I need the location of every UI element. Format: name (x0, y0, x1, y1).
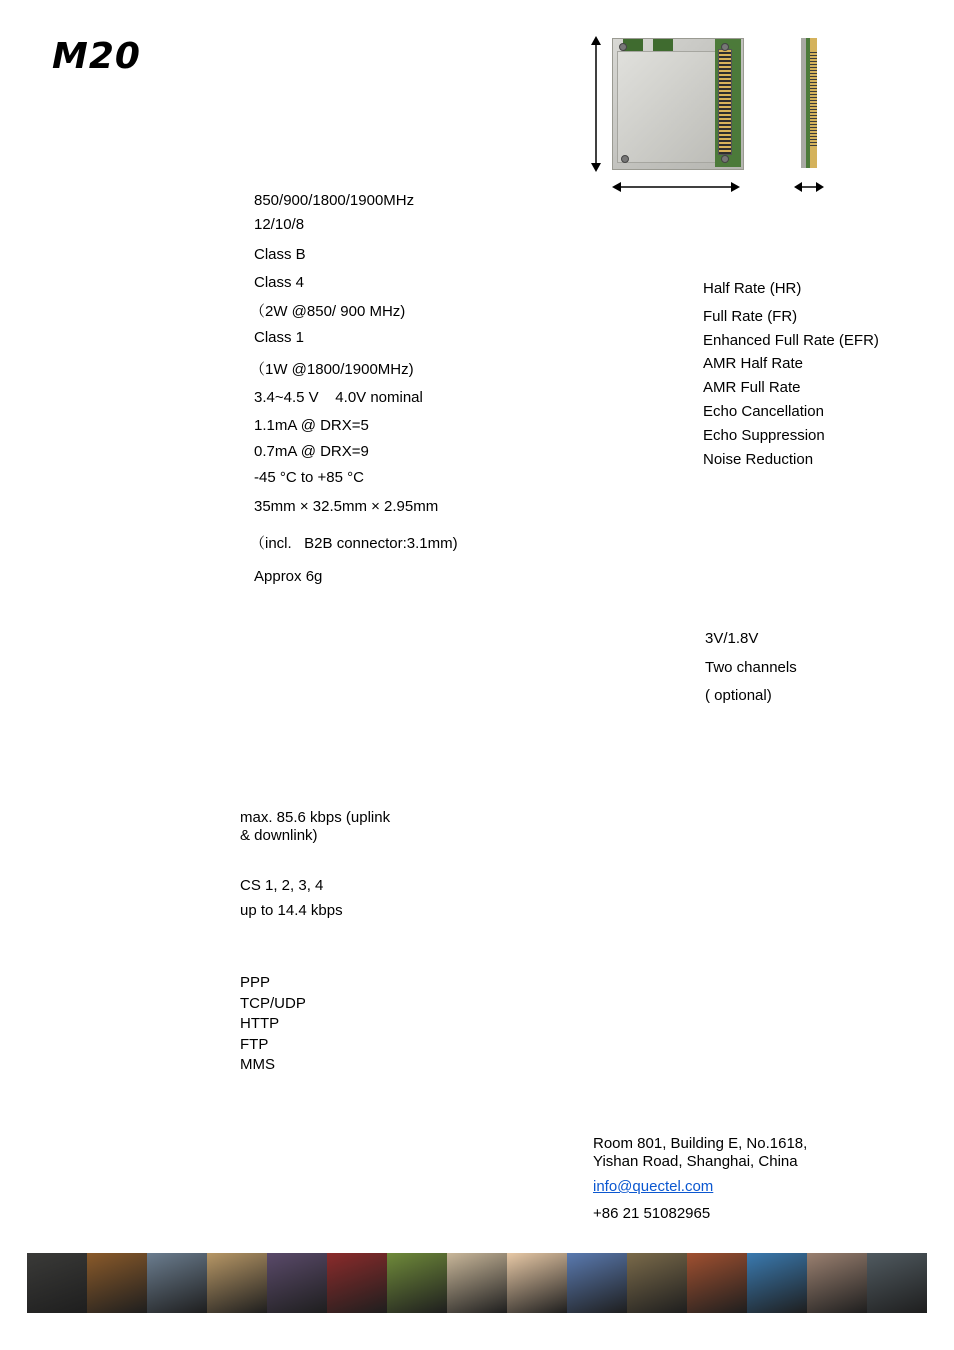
photo-tile (687, 1253, 747, 1313)
sim-voltage: 3V/1.8V (705, 630, 759, 647)
spec-current-drx5: 1.1mA @ DRX=5 (254, 417, 369, 434)
audio-channels: Two channels (705, 659, 797, 676)
photo-tile (567, 1253, 627, 1313)
product-title: M20 (52, 36, 141, 77)
audio-codec-amr-hr: AMR Half Rate (703, 355, 804, 372)
protocol-ftp: FTP (240, 1036, 269, 1053)
spec-power-low-note: （2W @850/ 900 MHz) (250, 303, 406, 320)
photo-tile (627, 1253, 687, 1313)
spec-gprs-slots: 12/10/8 (254, 216, 305, 233)
gprs-rate-line2: & downlink) (240, 827, 318, 844)
spec-temperature: -45 °C to +85 °C (254, 469, 364, 486)
mount-hole (619, 43, 627, 51)
mount-hole (621, 155, 629, 163)
spec-gprs-class: Class B (254, 246, 306, 263)
corner-notch (653, 39, 673, 51)
photo-tile (387, 1253, 447, 1313)
width-arrow-icon (612, 180, 740, 194)
mount-hole (721, 155, 729, 163)
photo-tile (867, 1253, 927, 1313)
photo-tile (447, 1253, 507, 1313)
spec-dimensions: 35mm × 32.5mm × 2.95mm (254, 498, 439, 515)
address-line1: Room 801, Building E, No.1618, (593, 1135, 808, 1152)
photo-tile (327, 1253, 387, 1313)
audio-codec-efr: Enhanced Full Rate (EFR) (703, 332, 879, 349)
audio-echo-cancellation: Echo Cancellation (703, 403, 824, 420)
photo-tile (507, 1253, 567, 1313)
rf-shield (617, 51, 717, 163)
photo-tile (207, 1253, 267, 1313)
phone-number: +86 21 51082965 (593, 1205, 711, 1222)
module-board (613, 39, 741, 167)
thickness-arrow-icon (794, 180, 824, 194)
b2b-connector (718, 49, 732, 155)
photo-strip (27, 1253, 927, 1313)
spec-power-class-high: Class 1 (254, 329, 305, 346)
spec-weight: Approx 6g (254, 568, 323, 585)
photo-tile (87, 1253, 147, 1313)
email-link[interactable]: info@quectel.com (593, 1178, 714, 1195)
spec-power-high-note: （1W @1800/1900MHz) (250, 361, 414, 378)
mount-hole (721, 43, 729, 51)
address-line2: Yishan Road, Shanghai, China (593, 1153, 798, 1170)
audio-codec-fr: Full Rate (FR) (703, 308, 798, 325)
protocol-http: HTTP (240, 1015, 280, 1032)
spec-frequency: 850/900/1800/1900MHz (254, 192, 415, 209)
spec-dimensions-note: （incl. B2B connector:3.1mm) (250, 535, 458, 552)
photo-tile (807, 1253, 867, 1313)
protocol-ppp: PPP (240, 974, 271, 991)
protocol-tcp-udp: TCP/UDP (240, 995, 306, 1012)
audio-codec-amr-fr: AMR Full Rate (703, 379, 801, 396)
gprs-rate-line1: max. 85.6 kbps (uplink (240, 809, 391, 826)
spec-current-drx9: 0.7mA @ DRX=9 (254, 443, 369, 460)
csd-rate: up to 14.4 kbps (240, 902, 343, 919)
optional-note: ( optional) (705, 687, 772, 704)
protocol-mms: MMS (240, 1056, 275, 1073)
coding-schemes: CS 1, 2, 3, 4 (240, 877, 324, 894)
audio-codec-hr: Half Rate (HR) (703, 280, 802, 297)
photo-tile (147, 1253, 207, 1313)
photo-tile (747, 1253, 807, 1313)
module-front-picture (612, 38, 744, 170)
audio-noise-reduction: Noise Reduction (703, 451, 814, 468)
spec-supply-voltage: 3.4~4.5 V 4.0V nominal (254, 389, 423, 406)
module-side-picture (801, 38, 817, 168)
spec-power-class-low: Class 4 (254, 274, 305, 291)
connector-pins (810, 50, 817, 146)
height-arrow-icon (586, 36, 606, 172)
photo-tile (267, 1253, 327, 1313)
photo-tile (27, 1253, 87, 1313)
audio-echo-suppression: Echo Suppression (703, 427, 825, 444)
